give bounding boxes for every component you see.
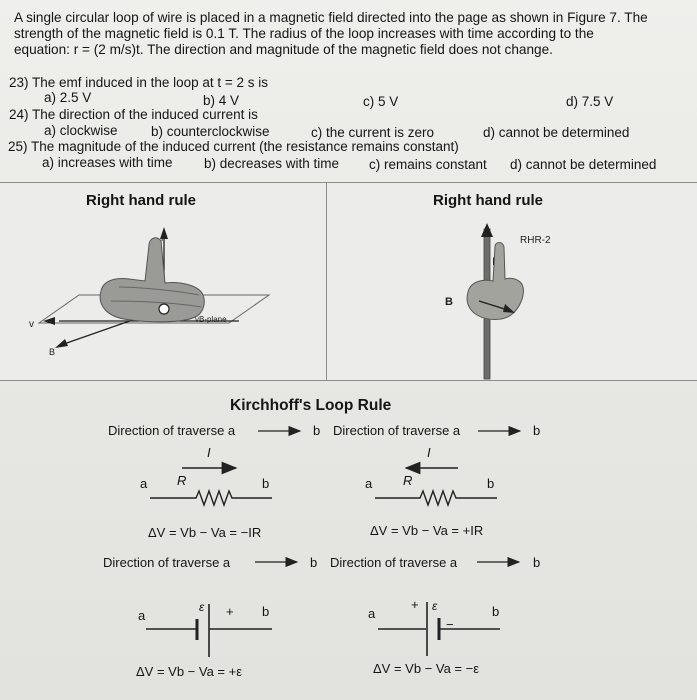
node-a-3: a (138, 608, 146, 623)
eq-resistor-against: ΔV = Vb − Va = +IR (370, 523, 484, 538)
plane-label: vB-plane (195, 315, 227, 324)
velocity-label: v (29, 319, 34, 330)
question-25-option-d: d) cannot be determined (510, 157, 657, 172)
eq-resistor-with: ΔV = Vb − Va = −IR (148, 525, 262, 540)
question-25-option-b: b) decreases with time (204, 156, 340, 171)
intro-line-2: strength of the magnetic field is 0.1 T. The radius of the loop increases with time according to the (14, 26, 594, 41)
question-23-option-b: b) 4 V (203, 93, 240, 108)
node-a-1: a (140, 476, 148, 491)
kirchhoff-diagrams (0, 400, 697, 700)
right-hand-rule-panel-right (326, 182, 697, 381)
kirchhoff-title: Kirchhoff's Loop Rule (230, 397, 392, 414)
thumbs-up-hand-icon (100, 238, 204, 322)
right-hand-rule-title-right: Right hand rule (433, 192, 543, 209)
traverse-label-2: Direction of traverse a (333, 423, 461, 438)
intro-line-3: equation: r = (2 m/s)t. The direction and magnitude of the magnetic field does not change. (14, 42, 553, 57)
traverse-end-3: b (310, 555, 318, 570)
node-a-2: a (365, 476, 373, 491)
node-a-4: a (368, 606, 376, 621)
origin-marker (159, 304, 169, 314)
question-25-option-c: c) remains constant (369, 157, 487, 172)
minus-sign-2: − (446, 617, 454, 632)
right-hand-rule-title-left: Right hand rule (86, 192, 196, 209)
intro-line-1: A single circular loop of wire is placed in a magnetic field directed into the page as shown in Figure 7. The (14, 10, 648, 25)
right-hand-rule-diagram-right (327, 183, 697, 380)
question-24-option-b: b) counterclockwise (151, 124, 270, 139)
traverse-label-1: Direction of traverse a (108, 423, 236, 438)
field-arrow-icon (55, 339, 68, 348)
question-25-stem: 25) The magnitude of the induced current (the resistance remains constant) (8, 139, 459, 154)
field-label: B (49, 347, 56, 357)
traverse-end-1: b (313, 423, 321, 438)
problem-intro (14, 10, 686, 58)
node-b-1: b (262, 476, 270, 491)
question-24-option-a: a) clockwise (44, 123, 118, 138)
grip-hand-icon (467, 243, 523, 320)
right-hand-rule-diagram-left (0, 183, 327, 380)
current-symbol-2: I (427, 445, 431, 460)
traverse-label-4: Direction of traverse a (330, 555, 458, 570)
resistor-label-1: R (177, 473, 187, 488)
question-23-option-c: c) 5 V (363, 94, 399, 109)
velocity-arrow-icon (43, 317, 55, 325)
question-23-option-d: d) 7.5 V (566, 94, 614, 109)
node-b-3: b (262, 604, 270, 619)
resistor-symbol-1 (150, 491, 272, 505)
force-label: F (161, 233, 167, 243)
traverse-end-2: b (533, 423, 541, 438)
node-b-2: b (487, 476, 495, 491)
question-24-stem: 24) The direction of the induced current is (9, 107, 258, 122)
right-hand-rule-panel-left (0, 182, 328, 381)
resistor-label-2: R (403, 473, 413, 488)
question-25-option-a: a) increases with time (42, 155, 173, 170)
question-23-stem: 23) The emf induced in the loop at t = 2 s is (9, 75, 269, 90)
current-arrow-icon (481, 223, 493, 237)
plus-sign-1: + (226, 604, 234, 619)
current-symbol-1: I (207, 445, 211, 460)
resistor-symbol-2 (375, 491, 497, 505)
eq-battery-forward: ΔV = Vb − Va = +ε (136, 664, 243, 679)
plus-sign-2: + (411, 597, 419, 612)
question-24-option-c: c) the current is zero (311, 125, 435, 140)
field-label-right: B (445, 296, 453, 308)
question-24-option-d: d) cannot be determined (483, 125, 630, 140)
rhr2-label: RHR-2 (520, 235, 551, 246)
emf-symbol-2: ε (432, 599, 438, 613)
traverse-label-3: Direction of traverse a (103, 555, 231, 570)
question-23-option-a: a) 2.5 V (44, 90, 92, 105)
emf-symbol-1: ε (199, 600, 205, 614)
node-b-4: b (492, 604, 500, 619)
eq-battery-reverse: ΔV = Vb − Va = −ε (373, 661, 480, 676)
traverse-end-4: b (533, 555, 541, 570)
current-label: I (492, 256, 496, 268)
